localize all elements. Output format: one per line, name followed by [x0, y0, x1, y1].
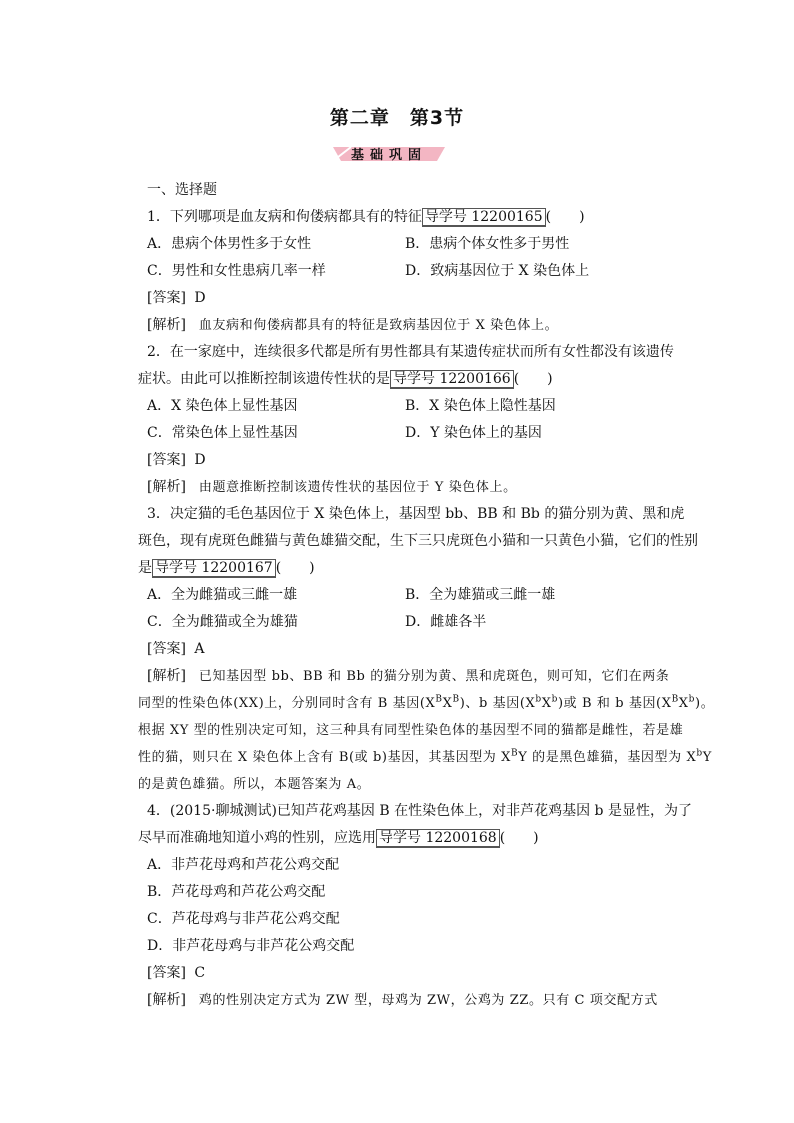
analysis-fragment: )、b 基因(X	[459, 696, 536, 711]
chapter-label: 第二章	[329, 107, 390, 129]
superscript-b-upper: B	[452, 694, 460, 705]
analysis-fragment: 同型的性染色体(XX)上，分别同时含有 B 基因(X	[138, 696, 436, 711]
question-1	[147, 204, 687, 339]
option-d: D．非芦花母鸡与非芦花公鸡交配	[147, 938, 355, 954]
option-b: B．X 染色体上隐性基因	[405, 398, 556, 414]
question-stem: 2．在一家庭中，连续很多代都是所有男性都具有某遗传症状而所有女性都没有该遗传	[147, 344, 674, 360]
answer-value: C	[194, 965, 206, 981]
analysis-text: 由题意推断控制该遗传性状的基因位于 Y 染色体上。	[198, 480, 517, 495]
question-2	[138, 339, 687, 501]
answer-blank: ( )	[275, 560, 315, 576]
analysis-tag: [解析]	[147, 668, 186, 684]
question-stem-continued: 症状。由此可以推断控制该遗传性状的是	[138, 371, 390, 387]
option-d: D．致病基因位于 X 染色体上	[405, 263, 590, 279]
guide-number-link[interactable]: 导学号 12200165	[422, 208, 546, 227]
analysis-text: 血友病和佝偻病都具有的特征是致病基因位于 X 染色体上。	[198, 318, 559, 333]
option-c: C．芦花母鸡与非芦花公鸡交配	[147, 911, 340, 927]
superscript-b-upper: B	[511, 748, 519, 759]
option-a: A．患病个体男性多于女性	[147, 236, 312, 252]
analysis-fragment: Y 的是黑色雄猫，基因型为 X	[518, 750, 697, 765]
analysis-fragment: X	[541, 696, 552, 711]
guide-number-link[interactable]: 导学号 12200167	[152, 559, 276, 578]
question-stem-continued: 尽早而准确地知道小鸡的性别，应选用	[138, 830, 376, 846]
option-b: B．患病个体女性多于男性	[405, 236, 570, 252]
answer-tag: [答案]	[147, 290, 186, 306]
answer-tag: [答案]	[147, 452, 186, 468]
option-a: A．非芦花母鸡和芦花公鸡交配	[147, 857, 340, 873]
option-c: C．全为雌猫或全为雄猫	[147, 614, 298, 630]
analysis-fragment: X	[678, 696, 689, 711]
option-d: D．Y 染色体上的基因	[405, 425, 542, 441]
analysis-tag: [解析]	[147, 479, 186, 495]
section-heading: 一、选择题	[147, 182, 217, 198]
superscript-b-lower: b	[551, 694, 558, 705]
question-stem-continued: 是	[138, 560, 152, 576]
guide-number-link[interactable]: 导学号 12200166	[390, 370, 514, 389]
analysis-tag: [解析]	[147, 317, 186, 333]
section-label: 第3节	[409, 107, 465, 129]
superscript-b-lower: b	[535, 694, 542, 705]
analysis-fragment: Y	[702, 750, 712, 765]
banner-label: 基础巩固	[350, 148, 427, 163]
analysis-fragment: )。	[695, 696, 715, 711]
answer-value: D	[194, 452, 206, 468]
answer-blank: ( )	[513, 371, 553, 387]
question-stem-continued: 斑色，现有虎斑色雌猫与黄色雄猫交配，生下三只虎斑色小猫和一只黄色小猫，它们的性别	[138, 533, 698, 549]
question-4	[138, 798, 692, 1014]
analysis-tag: [解析]	[147, 992, 186, 1008]
analysis-fragment: X	[442, 696, 453, 711]
question-list	[138, 177, 715, 1014]
option-b: B．芦花母鸡和芦花公鸡交配	[147, 884, 326, 900]
answer-value: D	[194, 290, 206, 306]
analysis-text: 鸡的性别决定方式为 ZW 型，母鸡为 ZW，公鸡为 ZZ。只有 C 项交配方式	[198, 993, 658, 1008]
option-d: D．雌雄各半	[405, 614, 487, 630]
answer-blank: ( )	[499, 830, 539, 846]
superscript-b-lower: b	[688, 694, 696, 705]
option-a: A．X 染色体上显性基因	[147, 398, 298, 414]
analysis-text: 已知基因型 bb、BB 和 Bb 的猫分别为黄、黑和虎斑色，则可知，它们在两条	[198, 669, 670, 684]
superscript-b-upper: B	[671, 694, 679, 705]
answer-value: A	[194, 641, 205, 657]
banner-basic-consolidation	[333, 143, 445, 165]
answer-tag: [答案]	[147, 641, 186, 657]
analysis-text-continued: 根据 XY 型的性别决定可知，这三种具有同型性染色体的基因型不同的猫都是雌性，若是雄	[138, 723, 684, 738]
question-stem: 4．(2015·聊城测试)已知芦花鸡基因 B 在性染色体上，对非芦花鸡基因 b 是显性，为了	[147, 803, 692, 819]
page-title	[0, 103, 794, 130]
option-a: A．全为雌猫或三雌一雄	[147, 587, 298, 603]
superscript-b-upper: B	[435, 694, 443, 705]
answer-tag: [答案]	[147, 965, 186, 981]
option-c: C．男性和女性患病几率一样	[147, 263, 326, 279]
question-stem: 3．决定猫的毛色基因位于 X 染色体上，基因型 bb、BB 和 Bb 的猫分别为黄、黑和虎	[147, 506, 685, 522]
option-c: C．常染色体上显性基因	[147, 425, 298, 441]
guide-number-link[interactable]: 导学号 12200168	[376, 829, 500, 848]
analysis-fragment: 性的猫，则只在 X 染色体上含有 B(或 b)基因，其基因型为 X	[138, 750, 511, 765]
question-stem: 1．下列哪项是血友病和佝偻病都具有的特征	[147, 209, 422, 225]
question-3	[138, 501, 715, 798]
analysis-text-continued: 的是黄色雄猫。所以，本题答案为 A。	[138, 777, 371, 792]
analysis-text-continued	[138, 690, 715, 717]
analysis-text-continued	[138, 744, 712, 771]
analysis-fragment: )或 B 和 b 基因(X	[557, 696, 672, 711]
answer-blank: ( )	[545, 209, 585, 225]
superscript-b-lower: b	[696, 748, 703, 759]
option-b: B．全为雄猫或三雌一雄	[405, 587, 556, 603]
